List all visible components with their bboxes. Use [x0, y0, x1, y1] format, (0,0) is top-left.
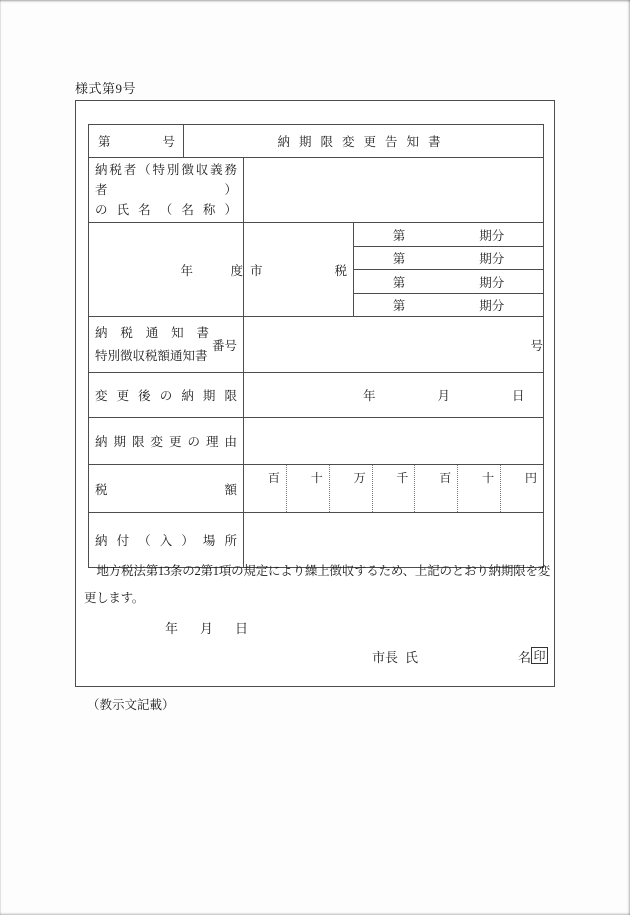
notice-label-line1: 納税通知書: [95, 325, 209, 340]
mayor-name-suffix: 名: [518, 650, 532, 665]
doc-number-cell: [89, 125, 184, 158]
mayor-signature-line: [76, 647, 554, 667]
amount-row: [89, 465, 544, 513]
digit-col-ten: 十: [458, 465, 501, 512]
period-prefix: 第: [392, 252, 406, 266]
notice-label-line2: 特別徴収税額通知書: [95, 348, 208, 363]
form-table: [88, 124, 544, 568]
form-title: 納期限変更告知書: [184, 125, 544, 158]
date-year-label: 年: [165, 621, 179, 636]
doc-number-prefix: 第: [98, 135, 111, 149]
new-deadline-row: [89, 373, 544, 418]
city-tax-prefix: 市: [250, 263, 263, 278]
reason-value-cell: [244, 418, 544, 465]
date-day-label: 日: [235, 621, 249, 636]
form-frame: [75, 100, 555, 687]
notice-number-label: 番号: [211, 338, 237, 353]
date-month-label: 月: [200, 621, 214, 636]
notice-number-label-cell: [89, 317, 244, 373]
taxpayer-label-line1: 納税者（特別徴収義務者）: [95, 163, 237, 197]
digit-col-hundred: 百: [415, 465, 458, 512]
digit-col-thousand: 千: [373, 465, 416, 512]
taxpayer-label-line2: の氏名（名称）: [95, 203, 237, 217]
period-cell-3: [354, 270, 544, 294]
date-line: [165, 618, 248, 637]
new-deadline-label-cell: [89, 373, 244, 418]
period-row: [89, 223, 544, 247]
fiscal-year-cell: 年 度: [89, 223, 244, 317]
reason-label: 納期限変更の理由: [95, 435, 237, 449]
doc-number-suffix: 号: [162, 135, 175, 149]
notice-number-row: [89, 317, 544, 373]
digit-col-ten-million: 十: [287, 465, 330, 512]
payment-place-label: 納付（入）場所: [95, 534, 237, 548]
period-cell-4: [354, 294, 544, 317]
reason-label-cell: [89, 418, 244, 465]
period-cell-2: [354, 247, 544, 270]
header-row: [89, 125, 544, 158]
digit-col-yen: 円: [525, 471, 538, 485]
city-tax-cell: [244, 223, 354, 317]
period-cell-1: [354, 223, 544, 247]
form-style-number: 様式第9号: [75, 81, 137, 96]
statement-paragraph: 地方税法第13条の2第1項の規定により繰上徴収するため、上記のとおり納期限を変更します。: [84, 564, 550, 605]
taxpayer-value-cell: [244, 158, 544, 223]
guidance-note: （教示文記載）: [87, 698, 175, 712]
taxpayer-label-cell: [89, 158, 244, 223]
notice-number-value-cell: [244, 317, 544, 373]
taxpayer-row: [89, 158, 544, 223]
mayor-title-label: 市長: [372, 650, 399, 665]
period-prefix: 第: [392, 275, 406, 290]
period-suffix: 期分: [479, 228, 505, 243]
period-prefix: 第: [392, 299, 406, 313]
deadline-day-label: 日: [512, 389, 525, 403]
mayor-name-prefix: 氏: [405, 650, 419, 665]
period-suffix: 期分: [479, 252, 505, 266]
amount-label: 税額: [95, 482, 237, 497]
period-prefix: 第: [392, 228, 406, 243]
amount-label-cell: [89, 465, 244, 513]
period-suffix: 期分: [479, 275, 505, 290]
period-suffix: 期分: [479, 299, 505, 313]
amount-digits-cell: [244, 465, 544, 513]
reason-row: [89, 418, 544, 465]
deadline-year-label: 年: [363, 389, 376, 403]
notice-number-unit: 号: [530, 338, 543, 353]
city-tax-suffix: 税: [334, 263, 347, 278]
new-deadline-value-cell: [244, 373, 544, 418]
new-deadline-label: 変更後の納期限: [95, 389, 237, 403]
seal-box: 印: [531, 647, 548, 664]
deadline-month-label: 月: [437, 389, 451, 403]
digit-col-man: 万: [330, 465, 373, 512]
digit-col-hundred-million: 百: [244, 465, 287, 512]
